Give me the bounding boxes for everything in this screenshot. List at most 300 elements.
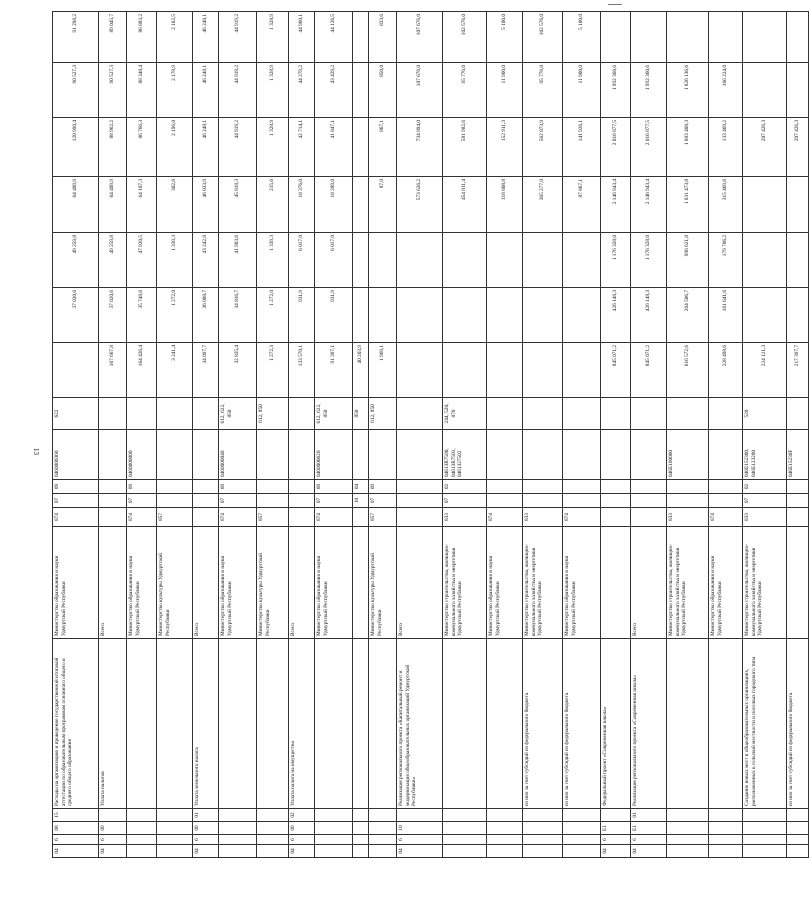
cell-v4: 64 107,3	[127, 177, 157, 233]
cell-rz	[257, 494, 289, 508]
cell-v4: 315 469,6	[709, 177, 743, 233]
cell-csr: 0460000620	[315, 430, 353, 480]
cell-csr: 046E15230F	[787, 430, 809, 480]
cell-sp	[257, 822, 289, 835]
cell-p: 6	[601, 835, 631, 845]
cell-m: 01	[631, 809, 667, 822]
cell-csr	[709, 430, 743, 480]
cell-v4: 87 867,1	[563, 177, 601, 233]
cell-csr: 046E100000	[667, 430, 709, 480]
cell-v6	[743, 63, 787, 118]
cell-csr	[601, 430, 631, 480]
cell-vr	[487, 398, 523, 430]
cell-sp	[523, 822, 563, 835]
cell-org: Министерство образования и науки Удмуртской Республики	[127, 527, 157, 639]
cell-v5: 1 328,9	[257, 118, 289, 177]
cell-v5: 734 894,0	[397, 118, 443, 177]
cell-csr	[563, 430, 601, 480]
cell-sp	[563, 822, 601, 835]
cell-v5: 152 911,3	[487, 118, 523, 177]
cell-pr	[193, 480, 219, 494]
cell-v3: 41 903,6	[219, 233, 257, 288]
table-row	[315, 12, 353, 858]
cell-grbs: 874	[709, 508, 743, 527]
cell-v3: 1 339,3	[257, 233, 289, 288]
cell-v4: 215,6	[257, 177, 289, 233]
cell-v3: 6 017,0	[315, 233, 353, 288]
cell-p	[219, 835, 257, 845]
cell-v1: 224 121,3	[743, 343, 787, 398]
cell-vr: 612, 850	[257, 398, 289, 430]
cell-v6: 1 826 136,6	[667, 63, 709, 118]
cell-v1	[523, 343, 563, 398]
table-row	[157, 12, 193, 858]
cell-v2: 264 506,7	[667, 288, 709, 343]
cell-v6: 850,0	[369, 63, 397, 118]
cell-v5: 120 990,4	[53, 118, 99, 177]
cell-vr	[157, 398, 193, 430]
cell-org: Министерство образования и науки Удмуртской Республики	[219, 527, 257, 639]
cell-org: Министерство образования и науки Удмуртской Республики	[563, 527, 601, 639]
cell-name: Расходы на организацию и проведение государственной итоговой аттестации по образовательным программам основного общего и среднего общего образования	[53, 639, 99, 809]
cell-m	[127, 809, 157, 822]
cell-v4: 45 818,3	[219, 177, 257, 233]
cell-rz: 07	[53, 494, 99, 508]
table-row	[289, 12, 315, 858]
cell-grbs: 874	[563, 508, 601, 527]
cell-g	[369, 845, 397, 858]
cell-v6: 95 776,0	[523, 63, 563, 118]
cell-csr	[353, 430, 369, 480]
cell-grbs	[631, 508, 667, 527]
cell-v3: 49 259,8	[99, 233, 127, 288]
cell-v4	[787, 177, 809, 233]
cell-p	[315, 835, 353, 845]
cell-vr	[127, 398, 157, 430]
cell-v4: 46 033,9	[193, 177, 219, 233]
cell-v3	[787, 233, 809, 288]
cell-m	[563, 809, 601, 822]
cell-v5: 1 883 408,3	[667, 118, 709, 177]
cell-grbs	[787, 508, 809, 527]
cell-v4: 1 831 473,8	[667, 177, 709, 233]
cell-sp	[667, 822, 709, 835]
table-row	[53, 12, 99, 858]
cell-rz	[193, 494, 219, 508]
table-row	[353, 12, 369, 858]
cell-m	[219, 809, 257, 822]
cell-v2: 426 148,3	[631, 288, 667, 343]
cell-m	[257, 809, 289, 822]
cell-sp	[709, 822, 743, 835]
cell-p	[743, 835, 787, 845]
cell-pr	[397, 480, 443, 494]
cell-p: 6	[631, 835, 667, 845]
cell-p	[127, 835, 157, 845]
cell-sp: 09	[289, 822, 315, 835]
cell-name: из них за счет субсидий из федерального бюджета	[563, 639, 601, 809]
cell-m	[99, 809, 127, 822]
cell-v3: 43 242,8	[193, 233, 219, 288]
cell-v7: 5 100,0	[487, 12, 523, 63]
cell-v7: 86 883,2	[127, 12, 157, 63]
cell-p: 6	[99, 835, 127, 845]
cell-vr	[709, 398, 743, 430]
cell-v5: 133 469,2	[709, 118, 743, 177]
cell-v2	[397, 288, 443, 343]
table-row	[523, 12, 563, 858]
table-row	[369, 12, 397, 858]
cell-v2	[443, 288, 487, 343]
cell-v2: 161 641,6	[709, 288, 743, 343]
cell-v6: 90 527,3	[53, 63, 99, 118]
cell-org	[353, 527, 369, 639]
cell-sp	[219, 822, 257, 835]
table-row	[127, 12, 157, 858]
cell-v7	[743, 12, 787, 63]
cell-vr	[667, 398, 709, 430]
cell-v2	[787, 288, 809, 343]
cell-grbs: 857	[369, 508, 397, 527]
cell-pr	[601, 480, 631, 494]
table-row	[667, 12, 709, 858]
cell-v5	[353, 118, 369, 177]
cell-v6	[787, 63, 809, 118]
cell-vr	[787, 398, 809, 430]
budget-table	[52, 11, 809, 858]
cell-v4	[743, 177, 787, 233]
cell-rz	[601, 494, 631, 508]
cell-csr	[397, 430, 443, 480]
cell-v4: 2 146 943,4	[631, 177, 667, 233]
cell-v3: 47 920,5	[127, 233, 157, 288]
cell-grbs: 833	[743, 508, 787, 527]
cell-p	[487, 835, 523, 845]
cell-v7: 44 126,5	[315, 12, 353, 63]
cell-v7: 46 248,1	[193, 12, 219, 63]
table-row	[787, 12, 809, 858]
cell-csr: 0460000360	[53, 430, 99, 480]
cell-vr: 850	[353, 398, 369, 430]
cell-v4: 302,6	[157, 177, 193, 233]
cell-pr: 09	[219, 480, 257, 494]
cell-csr	[157, 430, 193, 480]
cell-g	[787, 845, 809, 858]
cell-org: Всего	[193, 527, 219, 639]
cell-org: Министерство строительства, жилищно-коммунального хозяйства и энергетики Удмуртской Республики	[523, 527, 563, 639]
cell-m: 02	[289, 809, 315, 822]
cell-m	[157, 809, 193, 822]
cell-v3: 1 339,3	[157, 233, 193, 288]
cell-v4	[353, 177, 369, 233]
cell-v2: 34 816,7	[219, 288, 257, 343]
cell-v1: 228 498,6	[709, 343, 743, 398]
table-row	[601, 12, 631, 858]
cell-pr: 09	[53, 480, 99, 494]
cell-g	[523, 845, 563, 858]
cell-grbs: 857	[257, 508, 289, 527]
cell-name: из них за счет субсидий из федерального бюджета	[787, 639, 809, 809]
cell-v3	[443, 233, 487, 288]
cell-vr	[289, 398, 315, 430]
cell-name: Реализация регионального проекта «Капитальный ремонт и модернизация общеобразовательных организаций Удмуртской Республики»	[397, 639, 443, 809]
cell-name	[353, 639, 369, 809]
cell-v2	[369, 288, 397, 343]
cell-v1: 217 397,7	[787, 343, 809, 398]
cell-v1: 3 241,4	[157, 343, 193, 398]
cell-v1	[53, 343, 99, 398]
cell-org: Всего	[289, 527, 315, 639]
cell-name	[487, 639, 523, 809]
cell-m: 15	[53, 809, 99, 822]
cell-pr: 04	[353, 480, 369, 494]
cell-v6: 44 919,2	[219, 63, 257, 118]
cell-org: Министерство культуры Удмуртской Республики	[157, 527, 193, 639]
cell-v5: 86 766,3	[127, 118, 157, 177]
cell-g	[443, 845, 487, 858]
cell-m	[787, 809, 809, 822]
cell-v3: 179 706,2	[709, 233, 743, 288]
cell-rz	[523, 494, 563, 508]
cell-grbs: 874	[127, 508, 157, 527]
cell-name	[127, 639, 157, 809]
cell-g: 04	[53, 845, 99, 858]
cell-g	[667, 845, 709, 858]
cell-sp: 10	[397, 822, 443, 835]
cell-rz	[709, 494, 743, 508]
cell-vr: 622	[53, 398, 99, 430]
cell-v5: 867,1	[369, 118, 397, 177]
cell-p	[709, 835, 743, 845]
cell-rz: 10	[353, 494, 369, 508]
cell-sp	[315, 822, 353, 835]
cell-g	[487, 845, 523, 858]
cell-csr	[99, 430, 127, 480]
cell-m	[443, 809, 487, 822]
cell-v3	[353, 233, 369, 288]
cell-v7: 102 576,0	[523, 12, 563, 63]
cell-pr: 02	[743, 480, 787, 494]
cell-grbs: 833	[667, 508, 709, 527]
cell-v3	[743, 233, 787, 288]
cell-v7: 89 045,7	[99, 12, 127, 63]
cell-csr	[289, 430, 315, 480]
cell-vr	[601, 398, 631, 430]
cell-g: 04	[631, 845, 667, 858]
cell-v2	[487, 288, 523, 343]
cell-grbs: 874	[53, 508, 99, 527]
cell-sp	[353, 822, 369, 835]
cell-sp	[787, 822, 809, 835]
cell-vr	[397, 398, 443, 430]
cell-m	[709, 809, 743, 822]
cell-rz	[631, 494, 667, 508]
cell-sp	[157, 822, 193, 835]
cell-m	[353, 809, 369, 822]
cell-grbs: 874	[315, 508, 353, 527]
cell-v4: 87,0	[369, 177, 397, 233]
cell-m	[487, 809, 523, 822]
cell-grbs	[397, 508, 443, 527]
cell-v2: 1 272,0	[257, 288, 289, 343]
cell-v1: 32 825,4	[219, 343, 257, 398]
cell-org: Всего	[631, 527, 667, 639]
cell-v6: 166 224,0	[709, 63, 743, 118]
cell-v1: 845 071,2	[631, 343, 667, 398]
cell-g	[353, 845, 369, 858]
cell-p	[369, 835, 397, 845]
cell-name: Федеральный проект «Современная школа»	[601, 639, 631, 809]
cell-v2: 35 748,6	[127, 288, 157, 343]
table-row	[443, 12, 487, 858]
cell-pr	[709, 480, 743, 494]
cell-p: 6	[53, 835, 99, 845]
cell-v3: 6 017,0	[289, 233, 315, 288]
cell-v7: 91 298,2	[53, 12, 99, 63]
cell-v1	[443, 343, 487, 398]
cell-grbs	[193, 508, 219, 527]
cell-v7: 2 162,5	[157, 12, 193, 63]
cell-v5: 562 073,9	[523, 118, 563, 177]
cell-csr	[523, 430, 563, 480]
cell-v1: 616 572,6	[667, 343, 709, 398]
cell-org	[601, 527, 631, 639]
cell-v6: 46 248,1	[193, 63, 219, 118]
cell-v2: 37 020,6	[53, 288, 99, 343]
cell-rz	[787, 494, 809, 508]
cell-p: 6	[289, 835, 315, 845]
cell-v5: 207 426,3	[787, 118, 809, 177]
cell-v1: 40 203,9	[353, 343, 369, 398]
cell-v4: 18 289,0	[315, 177, 353, 233]
cell-vr: 520	[743, 398, 787, 430]
cell-grbs: 874	[219, 508, 257, 527]
cell-name	[667, 639, 709, 809]
cell-v7	[667, 12, 709, 63]
cell-v6	[353, 63, 369, 118]
cell-p	[353, 835, 369, 845]
cell-v6: 1 992 360,6	[631, 63, 667, 118]
cell-v2: 931,9	[289, 288, 315, 343]
cell-v3	[523, 233, 563, 288]
cell-vr	[99, 398, 127, 430]
cell-rz	[487, 494, 523, 508]
cell-m	[667, 809, 709, 822]
cell-v1: 167 667,8	[99, 343, 127, 398]
cell-sp	[487, 822, 523, 835]
table-row	[193, 12, 219, 858]
cell-v6: 2 178,9	[157, 63, 193, 118]
cell-csr	[487, 430, 523, 480]
cell-v6: 11 900,0	[563, 63, 601, 118]
cell-v5: 2 016 877,5	[601, 118, 631, 177]
cell-v7: 833,6	[369, 12, 397, 63]
cell-org: Министерство образования и науки Удмуртской Республики	[315, 527, 353, 639]
cell-csr: 0460000000	[127, 430, 157, 480]
cell-pr	[257, 480, 289, 494]
cell-csr: 046E152300, 046E123200	[743, 430, 787, 480]
cell-p	[563, 835, 601, 845]
cell-v6: 95 776,0	[443, 63, 487, 118]
cell-v6: 43 429,2	[315, 63, 353, 118]
cell-v6: 44 279,2	[289, 63, 315, 118]
cell-v2: 426 148,3	[601, 288, 631, 343]
cell-v4: 118 808,8	[487, 177, 523, 233]
cell-v7: 1 328,9	[257, 12, 289, 63]
cell-pr	[563, 480, 601, 494]
cell-v5: 2 196,0	[157, 118, 193, 177]
cell-vr: 612, 850	[369, 398, 397, 430]
cell-v3: 1 176 328,0	[601, 233, 631, 288]
cell-v7	[787, 12, 809, 63]
cell-grbs: 833	[523, 508, 563, 527]
cell-csr: 04613R7500, 04613R7501, 0461327502	[443, 430, 487, 480]
cell-v5: 41 847,1	[315, 118, 353, 177]
table-row	[563, 12, 601, 858]
table-row	[743, 12, 787, 858]
cell-v5: 207 426,3	[743, 118, 787, 177]
cell-v7: 44 960,1	[289, 12, 315, 63]
cell-name: Уплата налога на имущество	[289, 639, 315, 809]
cell-v2: 37 020,6	[99, 288, 127, 343]
cell-sp	[369, 822, 397, 835]
cell-pr: 09	[369, 480, 397, 494]
cell-m	[369, 809, 397, 822]
cell-vr	[523, 398, 563, 430]
cell-v2	[563, 288, 601, 343]
cell-v1: 845 071,2	[601, 343, 631, 398]
cell-v5: 141 926,1	[563, 118, 601, 177]
cell-org: Министерство строительства, жилищно-коммунального хозяйства и энергетики Удмуртской Республики	[443, 527, 487, 639]
cell-v6: 1 328,9	[257, 63, 289, 118]
cell-rz	[99, 494, 127, 508]
cell-v4: 64 409,9	[53, 177, 99, 233]
cell-v3: 1 176 328,0	[631, 233, 667, 288]
cell-name	[369, 639, 397, 809]
table-row	[219, 12, 257, 858]
cell-v3: 49 259,8	[53, 233, 99, 288]
cell-g	[315, 845, 353, 858]
table-row	[631, 12, 667, 858]
cell-v2: 931,9	[315, 288, 353, 343]
cell-v1	[397, 343, 443, 398]
cell-rz: 07	[743, 494, 787, 508]
cell-org: Министерство культуры Удмуртской Республики	[257, 527, 289, 639]
cell-pr	[289, 480, 315, 494]
cell-p	[523, 835, 563, 845]
cell-v4: 365 277,0	[523, 177, 563, 233]
cell-g	[743, 845, 787, 858]
cell-m	[397, 809, 443, 822]
cell-org: Всего	[397, 527, 443, 639]
cell-rz: 07	[443, 494, 487, 508]
cell-pr	[487, 480, 523, 494]
cell-name: Уплата земельного налога	[193, 639, 219, 809]
cell-sp: E1	[631, 822, 667, 835]
cell-v7	[709, 12, 743, 63]
cell-rz	[289, 494, 315, 508]
cell-rz: 07	[219, 494, 257, 508]
cell-org: Министерство образования и науки Удмуртской Республики	[709, 527, 743, 639]
cell-p	[667, 835, 709, 845]
cell-csr	[257, 430, 289, 480]
rotated-table-container	[52, 12, 801, 858]
cell-sp	[743, 822, 787, 835]
corner-mark	[608, 4, 622, 5]
cell-v6: 107 676,0	[397, 63, 443, 118]
cell-csr	[193, 430, 219, 480]
cell-org: Министерство культуры Удмуртской Республики	[369, 527, 397, 639]
